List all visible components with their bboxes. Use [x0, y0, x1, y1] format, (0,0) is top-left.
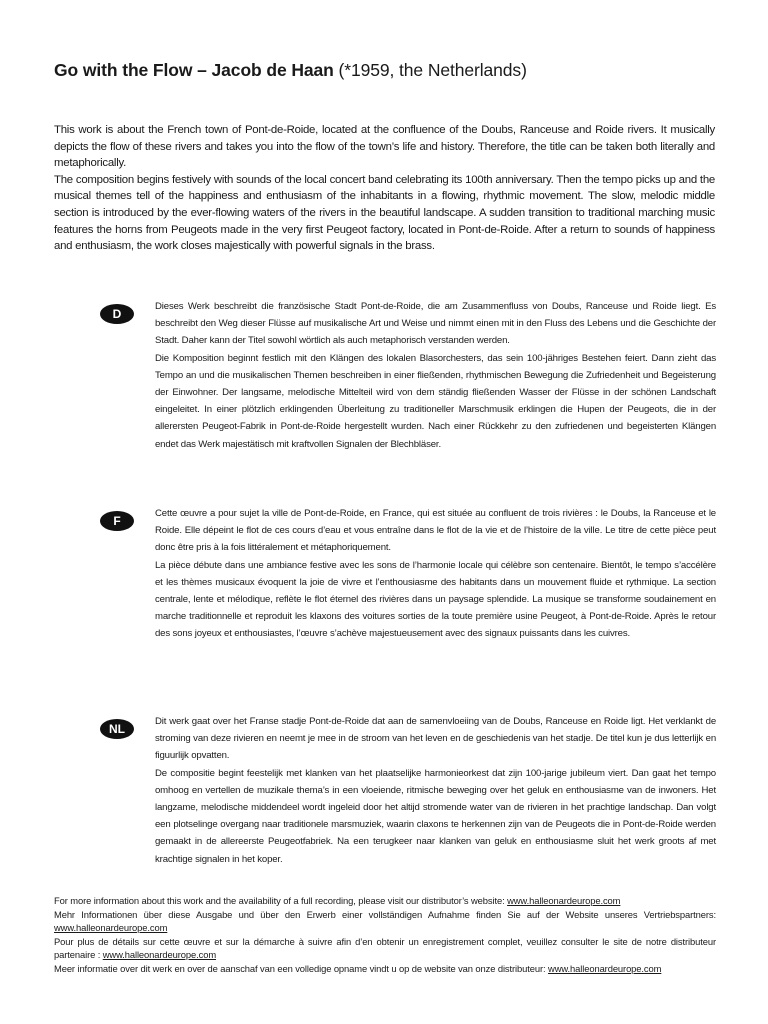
section-paragraph: Cette œuvre a pour sujet la ville de Pont-de-Roide, en France, qui est située au confluent de trois rivières : le Doubs, la Ranceuse et le Roide. Elle dépeint le flot de ces cours d’eau et vous entraîne dans le flot de la vie et de l’histoire de la ville. Le titre de cette pièce peut donc être pris à la fois littéralement et métaphoriquement. [155, 508, 716, 554]
section-paragraph: La pièce débute dans une ambiance festive avec les sons de l’harmonie locale qui célèbre son centenaire. Bientôt, le tempo s’accélère et les thèmes musicaux évoquent la joie de vivre et l’enthousiasme des habitants dans un mouvement fluide et rythmique. La section centrale, lente et mélodique, reflète le flot éternel des rivières dans un paysage splendide. La musique se transforme soudainement en marche traditionnelle et reproduit les klaxons des voitures sorties de la toute première usine Peugeot, à Pont-de-Roide. Après le retour des sons joyeux et enthousiastes, l’œuvre s’achève majestueusement avec des signaux puissants dans les cuivres. [155, 559, 716, 640]
footer-line-nl [54, 962, 716, 976]
footer-text: Meer informatie over dit werk en over de aanschaf van een volledige opname vindt u op de website van onze distributeur: [54, 962, 549, 974]
section-paragraph: Die Komposition beginnt festlich mit den Klängen des lokalen Blasorchesters, das sein 100-jähriges Bestehen feiert. Dann zieht das Tempo an und die musikalischen Themen beschreiben in einer fließenden, rhythmischen Bewegung die Zufriedenheit und Begeisterung der Einwohner. Der langsame, melodische Mittelteil wird von dem ständig fließenden Wasser der Flüsse in der schönen Landschaft eingeleitet. In einer plötzlich erklingenden Überleitung zu traditioneller Marschmusik erklingen die Hupen der Peugeots, die in der allerersten Peugeot-Fabrik in Pont-de-Roide hergestellt wurden. Nach einer Rückkehr zu den zufriedenen und begeisterten Klängen endet das Werk majestätisch mit kraftvollen Signalen der Blechbläser. [155, 352, 716, 450]
page-title [54, 58, 527, 82]
language-badge-de: D [100, 304, 134, 324]
section-text [155, 713, 716, 868]
footer-line-de [54, 908, 716, 935]
title-subtitle: (*1959, the Netherlands) [338, 60, 527, 80]
section-paragraph: De compositie begint feestelijk met klanken van het plaatselijke harmonieorkest dat zijn 100-jarige jubileum viert. Dan gaat het tempo omhoog en vertellen de muzikale thema’s in een vloeiende, ritmische beweging over het geluk en enthousiasme van de inwoners. Het langzame, melodische middendeel wordt ingeleid door het altijd stromende water van de rivieren in het prachtige landschap. Dan volgt een plotselinge overgang naar traditionele marsmuziek, waarin claxons te herkennen zijn van de Peugeots die in Pont-de-Roide werden gemaakt in de allereerste Peugeotfabriek. Na een terugkeer naar klanken van geluk en enthousiasme sluit het werk groots af met krachtige signalen in het koper. [155, 767, 716, 865]
section-text [155, 298, 716, 453]
distributor-link[interactable]: www.halleonardeurope.com [548, 962, 662, 974]
intro-paragraph: The composition begins festively with sounds of the local concert band celebrating its 100th anniversary. Then the tempo picks up and the musical themes tell of the happiness and enthusiasm of the inhabitants in a flowing, rhythmic movement. The slow, melodic middle section is introduced by the ever-flowing waters of the rivers in the beautiful landscape. A sudden transition to traditional marching music features the horns from Peugeots made in the very first Peugeot factory, located in Pont-de-Roide. After a return to sounds of happiness and enthusiasm, the work closes majestically with powerful signals in the brass. [54, 173, 715, 253]
intro-paragraph: This work is about the French town of Pont-de-Roide, located at the confluence of the Doubs, Ranceuse and Roide rivers. It musically depicts the flow of these rivers and takes you into the flow of the town’s life and history. Therefore, the title can be taken both literally and metaphorically. [54, 124, 715, 170]
intro-english [54, 122, 715, 255]
footer-text: For more information about this work and the availability of a full recording, please visit our distributor’s website: [54, 895, 508, 906]
section-paragraph: Dieses Werk beschreibt die französische Stadt Pont-de-Roide, die am Zusammenfluss von Doubs, Ranceuse und Roide liegt. Es beschreibt den Weg dieser Flüsse auf musikalische Art und Weise und nimmt einen mit in den Fluss des Lebens und die Geschichte der Stadt. Daher kann der Titel sowohl wörtlich als auch metaphorisch verstanden werden. [155, 301, 716, 347]
footer-text: Mehr Informationen über diese Ausgabe und über den Erwerb einer vollständigen Aufnahme finden Sie auf der Website unseres Vertriebspartners: [54, 908, 716, 920]
section-text [155, 505, 716, 643]
title-main: Go with the Flow – Jacob de Haan [54, 60, 334, 80]
distributor-link[interactable]: www.halleonardeurope.com [507, 895, 621, 906]
distributor-link[interactable]: www.halleonardeurope.com [54, 922, 168, 933]
footer-line-fr [54, 935, 716, 962]
footer-text: Pour plus de détails sur cette œuvre et sur la démarche à suivre afin d’en obtenir un enregistrement complet, veuillez consulter le site de notre distributeur partenaire : [54, 935, 716, 960]
language-badge-nl: NL [100, 719, 134, 739]
footer-line-en [54, 894, 716, 908]
footer-info [54, 894, 716, 975]
distributor-link[interactable]: www.halleonardeurope.com [102, 949, 217, 960]
section-paragraph: Dit werk gaat over het Franse stadje Pont-de-Roide dat aan de samenvloeiing van de Doubs, Ranceuse en Roide ligt. Het verklankt de stroming van deze rivieren en neemt je mee in de stroom van het leven en de geschiedenis van het stadje. De titel kun je dus letterlijk en figuurlijk opvatten. [155, 716, 716, 762]
language-badge-fr: F [100, 511, 134, 531]
